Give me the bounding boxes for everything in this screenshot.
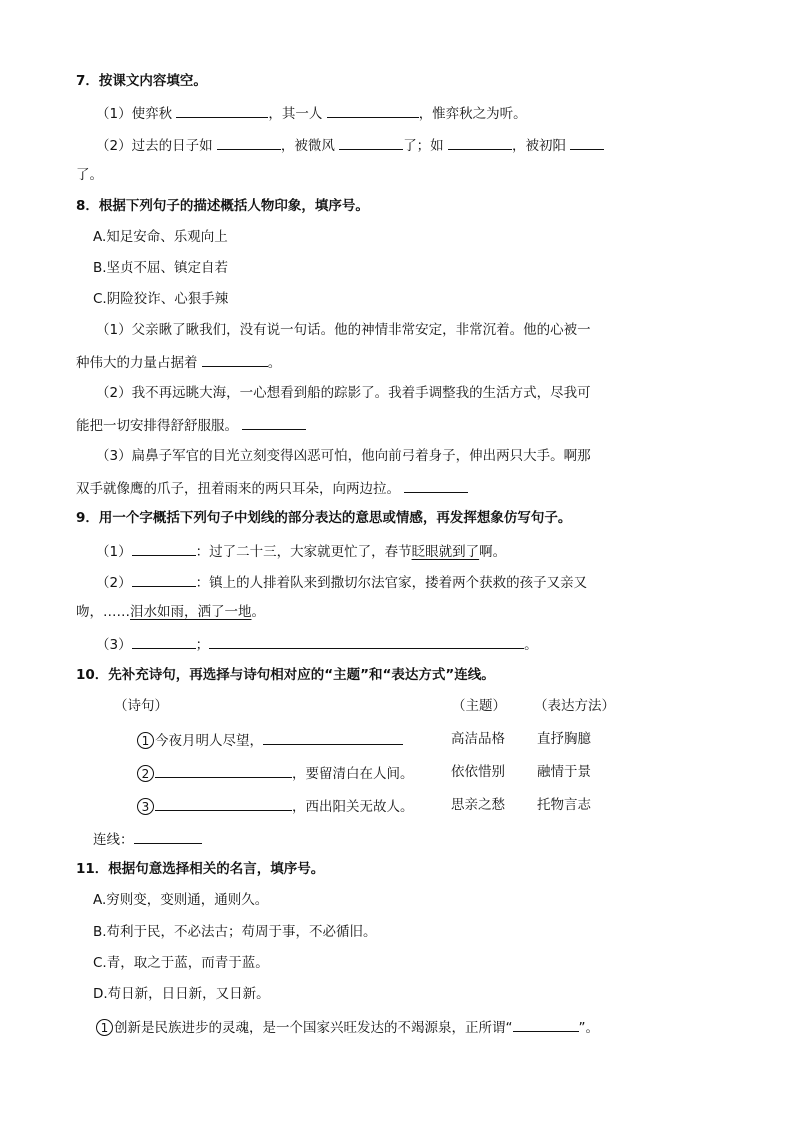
q7-2-blank-4[interactable] xyxy=(570,134,604,150)
q9-s3 xyxy=(96,633,538,655)
q9-s3-label: （3） xyxy=(96,637,132,653)
q8-s1-text: 种伟大的力量占据着 xyxy=(76,355,198,371)
q10-link-label: 连线： xyxy=(93,832,134,848)
q10-row3-theme[interactable]: 思亲之愁 xyxy=(451,797,505,813)
q8-s2-text: 能把一切安排得舒舒服服。 xyxy=(76,418,238,434)
q10-row3-blank[interactable] xyxy=(155,795,292,811)
q10-row1-number: 1 xyxy=(137,732,154,749)
q7-line2-end: 了。 xyxy=(76,167,103,183)
q9-s3-end: 。 xyxy=(524,637,538,653)
q7-2-text-c: 了；如 xyxy=(403,138,444,154)
q9-s2-label: （2） xyxy=(96,575,132,591)
q10-row1-text: 今夜月明人尽望， xyxy=(155,733,263,749)
q10-row3-number: 3 xyxy=(137,798,154,815)
q10-row2-number: 2 xyxy=(137,765,154,782)
q9-s1-text: ：过了二十三，大家就更忙了，春节 xyxy=(195,544,412,560)
q11-option-a: A.穷则变，变则通，通则久。 xyxy=(93,892,269,908)
q9-s1-underlined: 眨眼就到了 xyxy=(411,544,480,560)
q8-s2-blank[interactable] xyxy=(242,414,306,430)
q9-s1-label: （1） xyxy=(96,544,132,560)
q8-option-b: B.坚贞不屈、镇定自若 xyxy=(93,260,229,276)
q7-title: 7．按课文内容填空。 xyxy=(76,73,207,89)
q10-header-method: （表达方法） xyxy=(534,698,615,714)
q9-s3-blank-1[interactable] xyxy=(132,633,196,649)
q7-2-text-d: ，被初阳 xyxy=(511,138,566,154)
q7-2-text-b: ，被微风 xyxy=(280,138,335,154)
q8-s1-blank[interactable] xyxy=(202,351,268,367)
q10-row2-theme[interactable]: 依依惜别 xyxy=(451,764,505,780)
q10-row3-text: ，西出阳关无故人。 xyxy=(292,799,414,815)
q9-s2-underlined: 泪水如雨，洒了一地 xyxy=(130,604,252,620)
q10-link xyxy=(93,828,202,850)
q8-s2-line1: （2）我不再远眺大海，一心想看到船的踪影了。我着手调整我的生活方式，尽我可 xyxy=(96,385,591,401)
q11-s1-text: 创新是民族进步的灵魂，是一个国家兴旺发达的不竭源泉，正所谓“ xyxy=(114,1020,513,1036)
q10-row-2 xyxy=(137,762,737,784)
q11-title: 11．根据句意选择相关的名言，填序号。 xyxy=(76,861,325,877)
q10-row-1 xyxy=(137,729,737,751)
q11-s1 xyxy=(96,1016,599,1038)
q9-s2-blank[interactable] xyxy=(132,571,196,587)
q10-row2-method[interactable]: 融情于景 xyxy=(537,764,591,780)
q10-row-3 xyxy=(137,795,737,817)
q10-header-theme: （主题） xyxy=(452,698,506,714)
q9-s1 xyxy=(96,540,506,562)
q8-title: 8．根据下列句子的描述概括人物印象，填序号。 xyxy=(76,198,369,214)
q9-s3-sep: ； xyxy=(195,637,210,653)
q10-row1-method[interactable]: 直抒胸臆 xyxy=(537,731,591,747)
q7-2-blank-2[interactable] xyxy=(339,134,403,150)
q9-s2-line2 xyxy=(76,602,265,622)
q10-row1-theme[interactable]: 高洁品格 xyxy=(451,731,505,747)
q7-2-text-a: （2）过去的日子如 xyxy=(96,138,213,154)
q9-s1-blank[interactable] xyxy=(132,540,196,556)
q7-1-text-c: ，惟弈秋之为听。 xyxy=(418,106,527,122)
q7-line2 xyxy=(96,134,604,156)
q8-s1-line1: （1）父亲瞅了瞅我们，没有说一句话。他的神情非常安定，非常沉着。他的心被一 xyxy=(96,322,591,338)
q7-2-blank-3[interactable] xyxy=(448,134,512,150)
q7-1-text-b: ，其一人 xyxy=(268,106,323,122)
q8-s1-end: 。 xyxy=(267,355,282,371)
q9-title: 9．用一个字概括下列句子中划线的部分表达的意思或情感，再发挥想象仿写句子。 xyxy=(76,510,572,526)
q9-s2 xyxy=(96,571,587,593)
q11-option-c: C.青，取之于蓝，而青于蓝。 xyxy=(93,955,269,971)
q7-1-blank-1[interactable] xyxy=(176,102,268,118)
q10-header xyxy=(114,696,714,716)
q9-s2-l2-end: 。 xyxy=(251,604,265,620)
q8-s3-line1: （3）扁鼻子军官的目光立刻变得凶恶可怕，他向前弓着身子，伸出两只大手。啊那 xyxy=(96,448,591,464)
q7-line1 xyxy=(96,102,527,124)
q11-option-b: B.苟利于民，不必法古；苟周于事，不必循旧。 xyxy=(93,924,377,940)
q9-s3-blank-2[interactable] xyxy=(209,633,524,649)
q8-option-c: C.阴险狡诈、心狠手辣 xyxy=(93,291,229,307)
q10-header-poem: （诗句） xyxy=(114,698,168,714)
q8-s3-blank[interactable] xyxy=(404,477,468,493)
q10-title: 10．先补充诗句，再选择与诗句相对应的“主题”和“表达方式”连线。 xyxy=(76,667,495,683)
q10-row2-blank[interactable] xyxy=(155,762,292,778)
q10-link-blank[interactable] xyxy=(134,828,202,844)
q8-s3-text: 双手就像鹰的爪子，扭着雨来的两只耳朵，向两边拉。 xyxy=(76,481,400,497)
q10-row3-method[interactable]: 托物言志 xyxy=(537,797,591,813)
q10-row2-text: ，要留清白在人间。 xyxy=(292,766,414,782)
q11-option-d: D.苟日新，日日新，又日新。 xyxy=(93,986,270,1002)
q8-option-a: A.知足安命、乐观向上 xyxy=(93,229,228,245)
q8-s3-line2 xyxy=(76,477,468,499)
q11-s1-end: ”。 xyxy=(578,1020,599,1036)
q9-s2-text: ：镇上的人排着队来到撒切尔法官家，搂着两个获救的孩子又亲又 xyxy=(195,575,588,591)
q9-s1-end: 啊。 xyxy=(479,544,507,560)
q11-s1-number: 1 xyxy=(96,1019,113,1036)
q8-s2-line2 xyxy=(76,414,306,436)
q9-s2-l2-text: 吻，…… xyxy=(76,604,130,620)
q11-s1-blank[interactable] xyxy=(513,1016,579,1032)
q7-2-blank-1[interactable] xyxy=(217,134,281,150)
q7-1-text-a: （1）使弈秋 xyxy=(96,106,173,122)
q8-s1-line2 xyxy=(76,351,281,373)
q10-row1-blank[interactable] xyxy=(263,729,403,745)
q7-1-blank-2[interactable] xyxy=(327,102,419,118)
